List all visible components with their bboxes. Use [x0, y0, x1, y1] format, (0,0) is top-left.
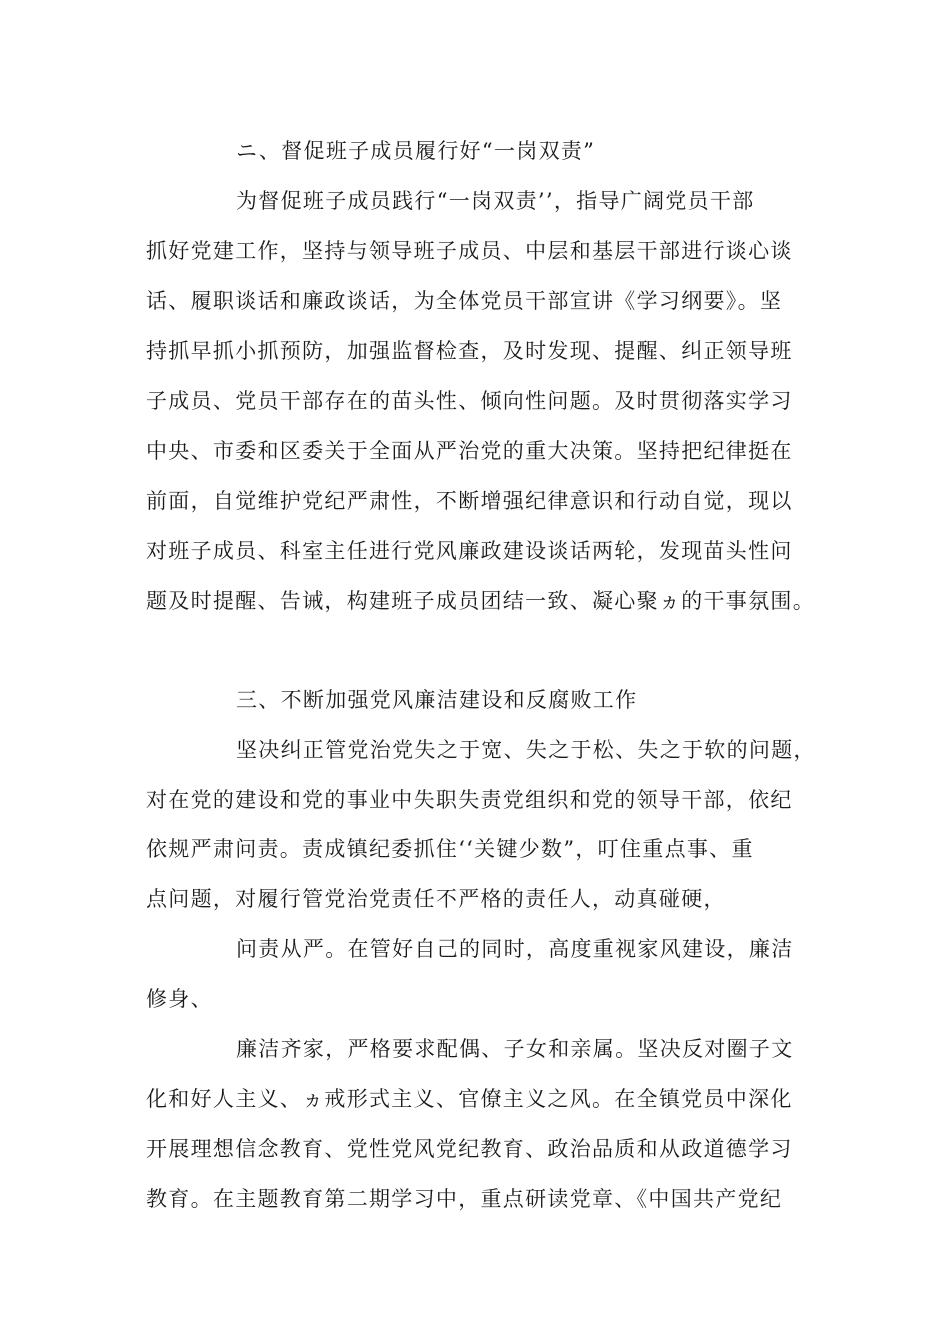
- section-3-line-2: 对在党的建设和党的事业中失职失责党组织和党的领导干部，依纪: [146, 788, 793, 812]
- section-3-line-10: 教育。在主题教育第二期学习中，重点研读党章、《中国共产党纪: [146, 1187, 783, 1211]
- section-3-line-5: 问责从严。在管好自己的同时，高度重视家风建设，廉洁: [236, 937, 794, 961]
- section-3-line-1: 坚决纠正管党治党失之于宽、失之于松、失之于软的问题，: [236, 738, 816, 762]
- section-3-heading: 三、不断加强党风廉洁建设和反腐败工作: [236, 688, 638, 712]
- section-3-line-4: 点问题，对履行管党治党责任不严格的责任人，动真碰硬，: [146, 887, 726, 911]
- section-3-line-6: 修身、: [146, 987, 213, 1011]
- section-2-line-5: 子成员、党员干部存在的苗头性、倾向性问题。及时贯彻落实学习: [146, 389, 793, 413]
- section-2-line-8: 对班子成员、科室主任进行党风廉政建设谈话两轮，发现苗头性问: [146, 539, 793, 563]
- section-3-line-9: 开展理想信念教育、党性党风党纪教育、政治品质和从政道德学习: [146, 1137, 793, 1161]
- section-2-line-4: 持抓早抓小抓预防，加强监督检查，及时发现、提醒、纠正领导班: [146, 339, 793, 363]
- section-2-line-3: 话、履职谈话和廉政谈话，为全体党员干部宣讲《学习纲要》。坚: [146, 289, 783, 313]
- section-2-line-1: 为督促班子成员践行“一岗双责’’，指导广阔党员干部: [236, 189, 755, 213]
- section-2-line-6: 中央、市委和区委关于全面从严治党的重大决策。坚持把纪律挺在: [146, 439, 793, 463]
- section-2-heading: ニ、督促班子成员履行好“一岗双责”: [236, 139, 596, 163]
- section-3-line-8: 化和好人主义、ヵ戒形式主义、官僚主义之风。在全镇党员中深化: [146, 1087, 793, 1111]
- section-2-line-2: 抓好党建工作，坚持与领导班子成员、中层和基层干部进行谈心谈: [146, 239, 793, 263]
- section-2-line-9: 题及时提醒、告诫，构建班子成员团结一致、凝心聚ヵ的干事氛围。: [146, 589, 815, 613]
- section-2-line-7: 前面，自觉维护党纪严肃性，不断增强纪律意识和行动自觉，现以: [146, 489, 793, 513]
- section-3-line-7: 廉洁齐家，严格要求配偶、子女和亲属。坚决反对圈子文: [236, 1037, 794, 1061]
- section-3-line-3: 依规严肃问责。责成镇纪委抓住‘‘关键少数”，叮住重点事、重: [146, 837, 754, 861]
